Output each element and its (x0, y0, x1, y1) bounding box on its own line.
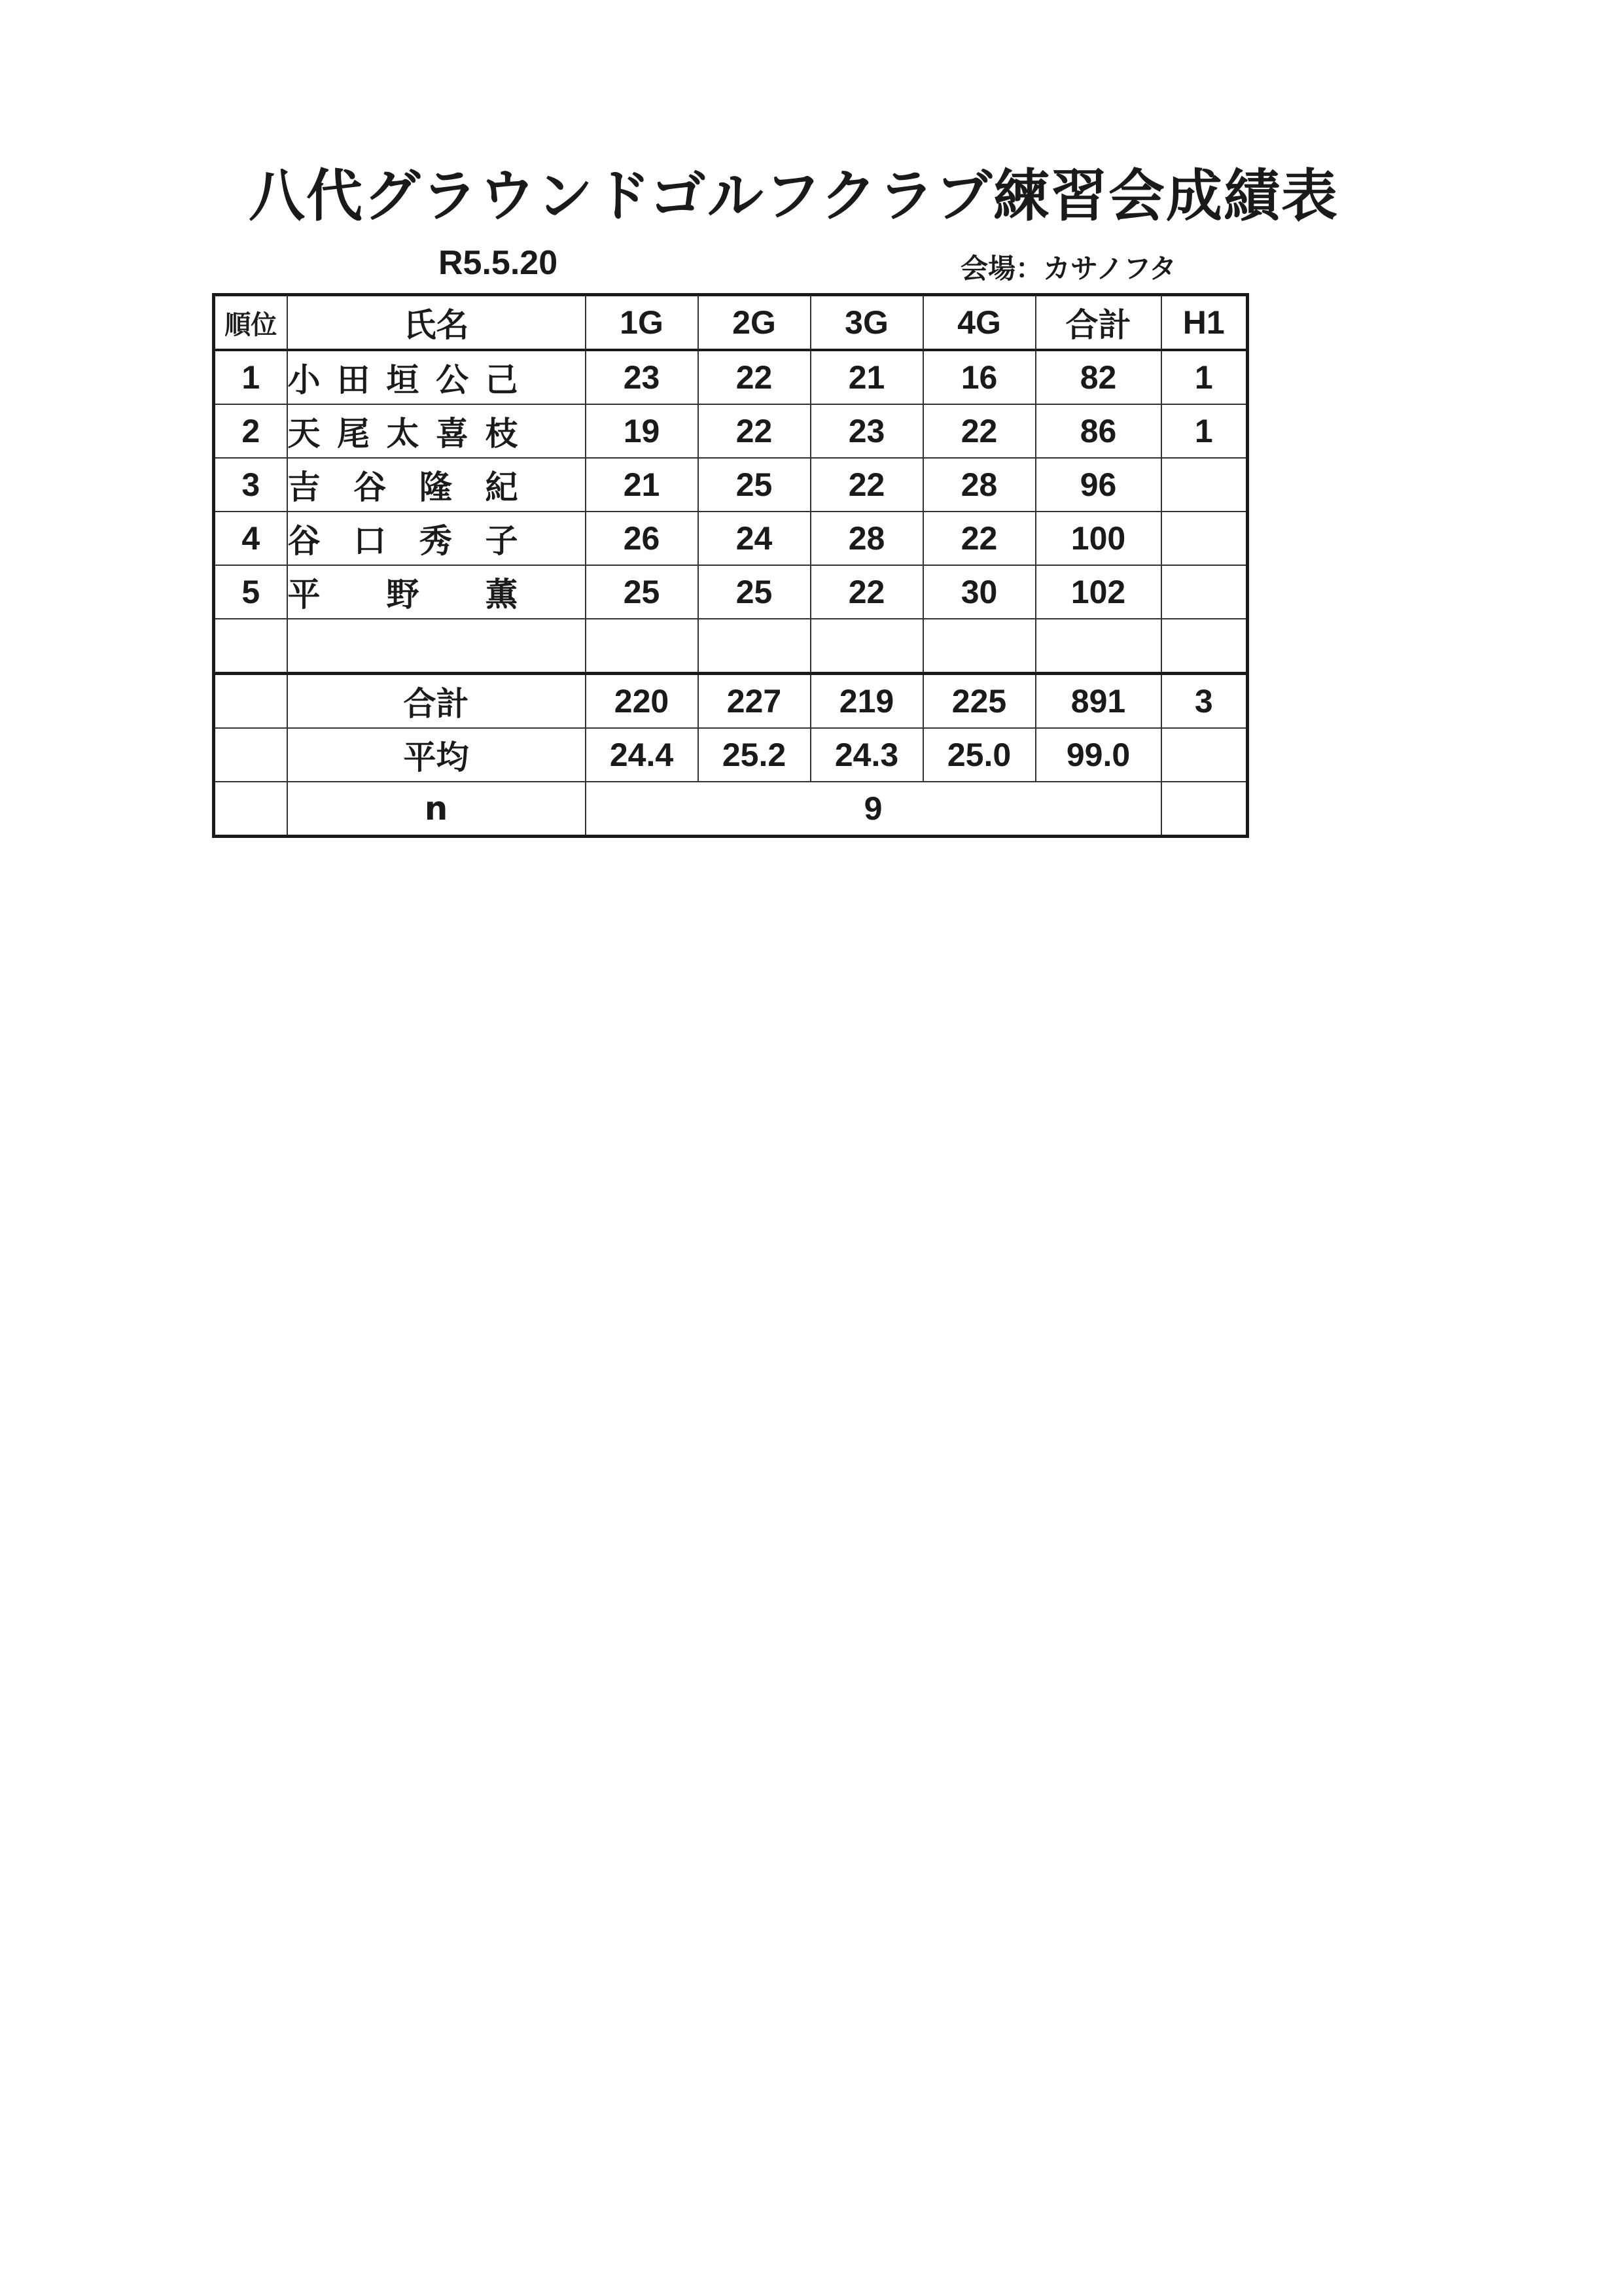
name-char: 尾 (337, 415, 370, 453)
name-char: 田 (337, 361, 370, 399)
sum-row (214, 674, 1248, 729)
name-char: 谷 (287, 522, 321, 560)
g1-cell: 19 (586, 404, 698, 458)
g2-cell: 24 (698, 512, 811, 565)
table-row (214, 404, 1248, 458)
table-row (214, 512, 1248, 565)
table-row (214, 350, 1248, 404)
name-char: 天 (287, 415, 321, 453)
rank-cell: 1 (214, 350, 287, 404)
header-h1: H1 (1161, 295, 1248, 351)
name-char: 平 (287, 576, 321, 614)
name-char: 小 (287, 361, 321, 399)
player-name (288, 354, 518, 401)
count-value: 9 (586, 782, 1161, 837)
total-cell: 86 (1036, 404, 1161, 458)
table-header-row (214, 295, 1248, 351)
header-g3: 3G (811, 295, 923, 351)
g2-cell: 25 (698, 565, 811, 619)
g3-cell: 23 (811, 404, 923, 458)
total-cell: 82 (1036, 350, 1161, 404)
count-row (214, 782, 1248, 837)
g3-cell: 22 (811, 565, 923, 619)
avg-g2: 25.2 (698, 728, 811, 782)
g4-cell: 30 (923, 565, 1036, 619)
g1-cell: 26 (586, 512, 698, 565)
header-g4: 4G (923, 295, 1036, 351)
h1-cell: 1 (1161, 404, 1248, 458)
sum-total: 891 (1036, 674, 1161, 729)
name-char: 谷 (353, 468, 387, 506)
header-name: 氏名 (287, 295, 586, 351)
event-date: R5.5.20 (438, 244, 558, 282)
header-rank: 順位 (214, 295, 287, 351)
avg-g3: 24.3 (811, 728, 923, 782)
name-char: 紀 (485, 468, 518, 506)
sum-g1: 220 (586, 674, 698, 729)
name-char: 喜 (436, 415, 468, 453)
g4-cell: 22 (923, 404, 1036, 458)
name-cell (287, 458, 586, 512)
name-char: 子 (485, 522, 518, 560)
venue-label: 会場：カサノフタ (961, 252, 1177, 285)
rank-cell: 2 (214, 404, 287, 458)
g4-cell: 16 (923, 350, 1036, 404)
sum-h1: 3 (1161, 674, 1248, 729)
name-char: 薫 (485, 576, 518, 614)
player-name (288, 568, 518, 616)
g3-cell: 28 (811, 512, 923, 565)
player-rows (214, 350, 1248, 619)
g4-cell: 28 (923, 458, 1036, 512)
name-char: 己 (485, 361, 518, 399)
header-g1: 1G (586, 295, 698, 351)
name-char: 隆 (419, 468, 452, 506)
g1-cell: 23 (586, 350, 698, 404)
g2-cell: 22 (698, 404, 811, 458)
h1-cell (1161, 512, 1248, 565)
sum-g2: 227 (698, 674, 811, 729)
g3-cell: 22 (811, 458, 923, 512)
h1-cell (1161, 565, 1248, 619)
name-char: 枝 (485, 415, 518, 453)
g1-cell: 25 (586, 565, 698, 619)
sum-g3: 219 (811, 674, 923, 729)
name-char: 秀 (419, 522, 452, 560)
rank-cell: 5 (214, 565, 287, 619)
player-name (288, 408, 518, 455)
g4-cell: 22 (923, 512, 1036, 565)
player-name (288, 461, 518, 508)
total-cell: 100 (1036, 512, 1161, 565)
score-table (212, 293, 1249, 838)
average-row (214, 728, 1248, 782)
name-cell (287, 512, 586, 565)
sum-g4: 225 (923, 674, 1036, 729)
name-char: 野 (386, 576, 419, 614)
avg-total: 99.0 (1036, 728, 1161, 782)
total-cell: 96 (1036, 458, 1161, 512)
g2-cell: 25 (698, 458, 811, 512)
table-row (214, 458, 1248, 512)
name-char: 垣 (386, 361, 419, 399)
rank-cell: 4 (214, 512, 287, 565)
name-cell (287, 350, 586, 404)
table-row (214, 565, 1248, 619)
name-char: 公 (436, 361, 468, 399)
count-label: n (287, 782, 586, 837)
player-name (288, 515, 518, 562)
blank-row (214, 619, 1248, 674)
total-cell: 102 (1036, 565, 1161, 619)
g2-cell: 22 (698, 350, 811, 404)
g1-cell: 21 (586, 458, 698, 512)
avg-g4: 25.0 (923, 728, 1036, 782)
g3-cell: 21 (811, 350, 923, 404)
name-char: 吉 (287, 468, 321, 506)
rank-cell: 3 (214, 458, 287, 512)
avg-g1: 24.4 (586, 728, 698, 782)
header-total: 合計 (1036, 295, 1161, 351)
sum-label: 合計 (287, 674, 586, 729)
page-title: 八代グラウンドゴルフクラブ練習会成績表 (249, 164, 1339, 229)
h1-cell (1161, 458, 1248, 512)
name-cell (287, 565, 586, 619)
header-g2: 2G (698, 295, 811, 351)
name-char: 太 (386, 415, 419, 453)
name-char: 口 (353, 522, 387, 560)
name-cell (287, 404, 586, 458)
average-label: 平均 (287, 728, 586, 782)
h1-cell: 1 (1161, 350, 1248, 404)
